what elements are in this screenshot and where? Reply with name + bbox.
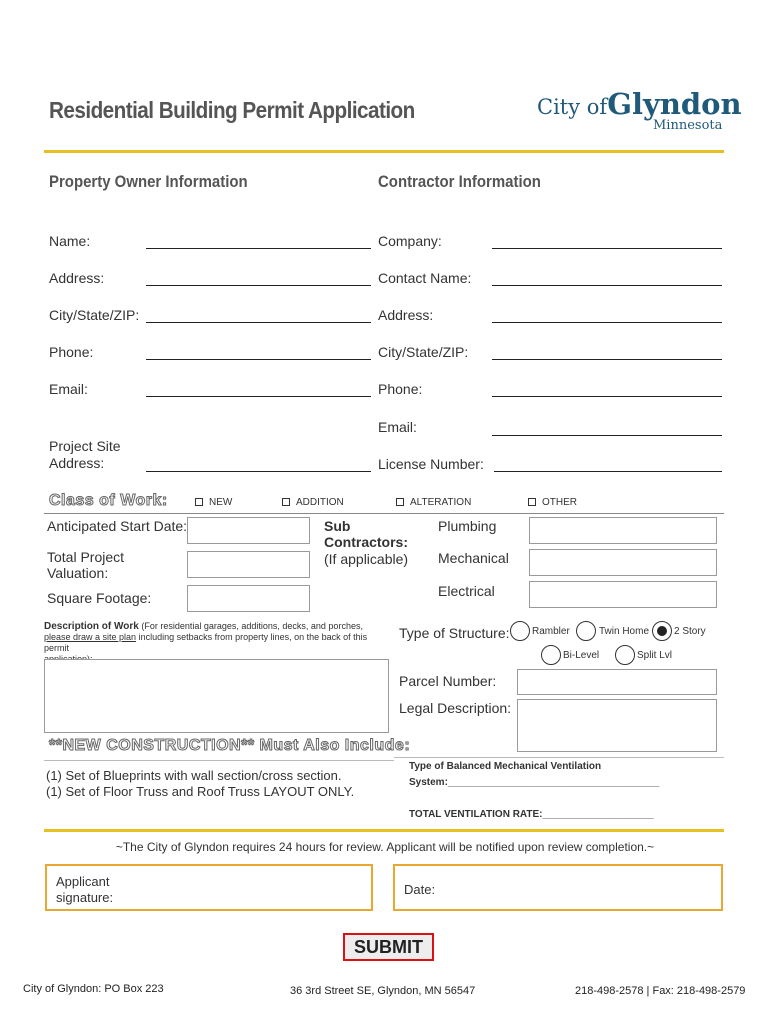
contractor-phone-label: Phone: bbox=[378, 381, 423, 397]
legal-description-field[interactable] bbox=[517, 699, 717, 752]
checkbox-other[interactable] bbox=[528, 497, 577, 508]
contractor-email-field[interactable] bbox=[492, 435, 722, 436]
checkbox-other-label: OTHER bbox=[542, 497, 577, 508]
parcel-number-field[interactable] bbox=[517, 669, 717, 695]
radio-split-level-label: Split Lvl bbox=[637, 650, 673, 661]
owner-address-field[interactable] bbox=[146, 285, 371, 286]
footer-address: 36 3rd Street SE, Glyndon, MN 56547 bbox=[290, 985, 476, 997]
checkbox-alteration[interactable] bbox=[396, 497, 471, 508]
owner-email-label: Email: bbox=[49, 381, 88, 397]
class-of-work-heading: Class of Work: bbox=[49, 492, 168, 509]
owner-city-label: City/State/ZIP: bbox=[49, 307, 140, 323]
checkbox-box[interactable] bbox=[282, 498, 290, 506]
blueprint-requirement: (1) Set of Blueprints with wall section/cross section. bbox=[46, 768, 342, 783]
logo-city-prefix: City of bbox=[537, 95, 608, 119]
subs-note: (If applicable) bbox=[324, 551, 409, 567]
owner-email-field[interactable] bbox=[146, 396, 371, 397]
radio-bi-level-label: Bi-Level bbox=[563, 650, 600, 661]
footer-phone: 218-498-2578 | Fax: 218-498-2579 bbox=[575, 985, 746, 997]
new-construction-divider bbox=[44, 760, 394, 761]
checkbox-addition-label: ADDITION bbox=[296, 497, 344, 508]
truss-requirement: (1) Set of Floor Truss and Roof Truss LAYOUT ONLY. bbox=[46, 784, 355, 799]
page-title: Residential Building Permit Application bbox=[49, 97, 415, 123]
electrical-field[interactable] bbox=[529, 581, 717, 608]
signature-label-2: signature: bbox=[56, 890, 114, 905]
radio-twin-home-label: Twin Home bbox=[599, 626, 650, 637]
structure-type-label: Type of Structure: bbox=[399, 625, 510, 641]
checkbox-box[interactable] bbox=[396, 498, 404, 506]
contact-name-field[interactable] bbox=[492, 285, 722, 286]
signature-field[interactable] bbox=[45, 864, 373, 911]
contractor-city-label: City/State/ZIP: bbox=[378, 344, 469, 360]
owner-phone-field[interactable] bbox=[146, 359, 371, 360]
parcel-number-label: Parcel Number: bbox=[399, 673, 497, 689]
description-bold: Description of Work bbox=[44, 621, 139, 632]
contact-name-label: Contact Name: bbox=[378, 270, 472, 286]
submit-button[interactable]: SUBMIT bbox=[343, 933, 434, 961]
checkbox-box[interactable] bbox=[195, 498, 203, 506]
footer-po-box: City of Glyndon: PO Box 223 bbox=[23, 983, 164, 995]
square-footage-label: Square Footage: bbox=[47, 590, 152, 606]
new-construction-heading: **NEW CONSTRUCTION** Must Also Include: bbox=[49, 737, 411, 754]
electrical-label: Electrical bbox=[438, 583, 495, 599]
license-number-label: License Number: bbox=[378, 456, 484, 472]
valuation-label-2: Valuation: bbox=[47, 565, 109, 581]
contractor-address-field[interactable] bbox=[492, 322, 722, 323]
checkbox-new-label: NEW bbox=[209, 497, 233, 508]
work-divider bbox=[44, 513, 724, 514]
plumbing-label: Plumbing bbox=[438, 518, 497, 534]
header-divider bbox=[44, 150, 724, 153]
start-date-field[interactable] bbox=[187, 517, 310, 544]
radio-split-level[interactable] bbox=[615, 645, 635, 665]
owner-heading: Property Owner Information bbox=[49, 172, 248, 191]
owner-name-label: Name: bbox=[49, 233, 91, 249]
radio-twin-home[interactable] bbox=[576, 621, 596, 641]
contractor-address-label: Address: bbox=[378, 307, 434, 323]
mechanical-field[interactable] bbox=[529, 549, 717, 576]
subs-heading-1: Sub bbox=[324, 518, 351, 534]
logo-city-name: Glyndon bbox=[607, 87, 742, 121]
mechanical-label: Mechanical bbox=[438, 550, 509, 566]
review-divider bbox=[44, 829, 724, 832]
company-label: Company: bbox=[378, 233, 442, 249]
checkbox-new[interactable] bbox=[195, 497, 232, 508]
radio-rambler-label: Rambler bbox=[532, 626, 570, 637]
owner-city-field[interactable] bbox=[146, 322, 371, 323]
vent-rate-field[interactable]: TOTAL VENTILATION RATE:____________________ bbox=[409, 809, 654, 820]
description-line2: including setbacks from property lines, on the back of this permit bbox=[44, 632, 368, 653]
signature-label-1: Applicant bbox=[56, 874, 110, 889]
owner-phone-label: Phone: bbox=[49, 344, 94, 360]
subs-heading-2: Contractors: bbox=[324, 534, 409, 550]
radio-bi-level[interactable] bbox=[541, 645, 561, 665]
contractor-heading: Contractor Information bbox=[378, 172, 541, 191]
radio-2-story[interactable] bbox=[652, 621, 672, 641]
city-logo bbox=[537, 87, 742, 121]
description-rest: (For residential garages, additions, decks, and porches, bbox=[138, 621, 363, 631]
date-label: Date: bbox=[404, 882, 436, 897]
vent-type-label: Type of Balanced Mechanical Ventilation bbox=[409, 761, 602, 772]
start-date-label: Anticipated Start Date: bbox=[47, 518, 188, 534]
square-footage-field[interactable] bbox=[187, 585, 310, 612]
contractor-phone-field[interactable] bbox=[492, 396, 722, 397]
checkbox-alteration-label: ALTERATION bbox=[410, 497, 472, 508]
radio-rambler[interactable] bbox=[510, 621, 530, 641]
checkbox-box[interactable] bbox=[528, 498, 536, 506]
site-address-field[interactable] bbox=[146, 471, 371, 472]
owner-address-label: Address: bbox=[49, 270, 105, 286]
valuation-field[interactable] bbox=[187, 551, 310, 578]
site-plan-underline: please draw a site plan bbox=[44, 632, 137, 642]
contractor-city-field[interactable] bbox=[492, 359, 722, 360]
legal-description-label: Legal Description: bbox=[399, 700, 512, 716]
plumbing-field[interactable] bbox=[529, 517, 717, 544]
site-address-label-2: Address: bbox=[49, 455, 105, 471]
vent-system-field[interactable]: System:______________________________________ bbox=[409, 777, 660, 788]
company-field[interactable] bbox=[492, 248, 722, 249]
checkbox-addition[interactable] bbox=[282, 497, 344, 508]
vent-top-divider bbox=[394, 757, 724, 758]
valuation-label-1: Total Project bbox=[47, 549, 125, 565]
radio-2-story-label: 2 Story bbox=[674, 626, 706, 637]
logo-state: Minnesota bbox=[653, 118, 723, 133]
owner-name-field[interactable] bbox=[146, 248, 371, 249]
review-notice: ~The City of Glyndon requires 24 hours for review. Applicant will be notified upon review completion.~ bbox=[115, 840, 655, 854]
site-address-label-1: Project Site bbox=[49, 438, 121, 454]
date-field[interactable] bbox=[393, 864, 723, 911]
description-field[interactable] bbox=[44, 659, 389, 733]
contractor-email-label: Email: bbox=[378, 419, 417, 435]
license-number-field[interactable] bbox=[494, 471, 722, 472]
